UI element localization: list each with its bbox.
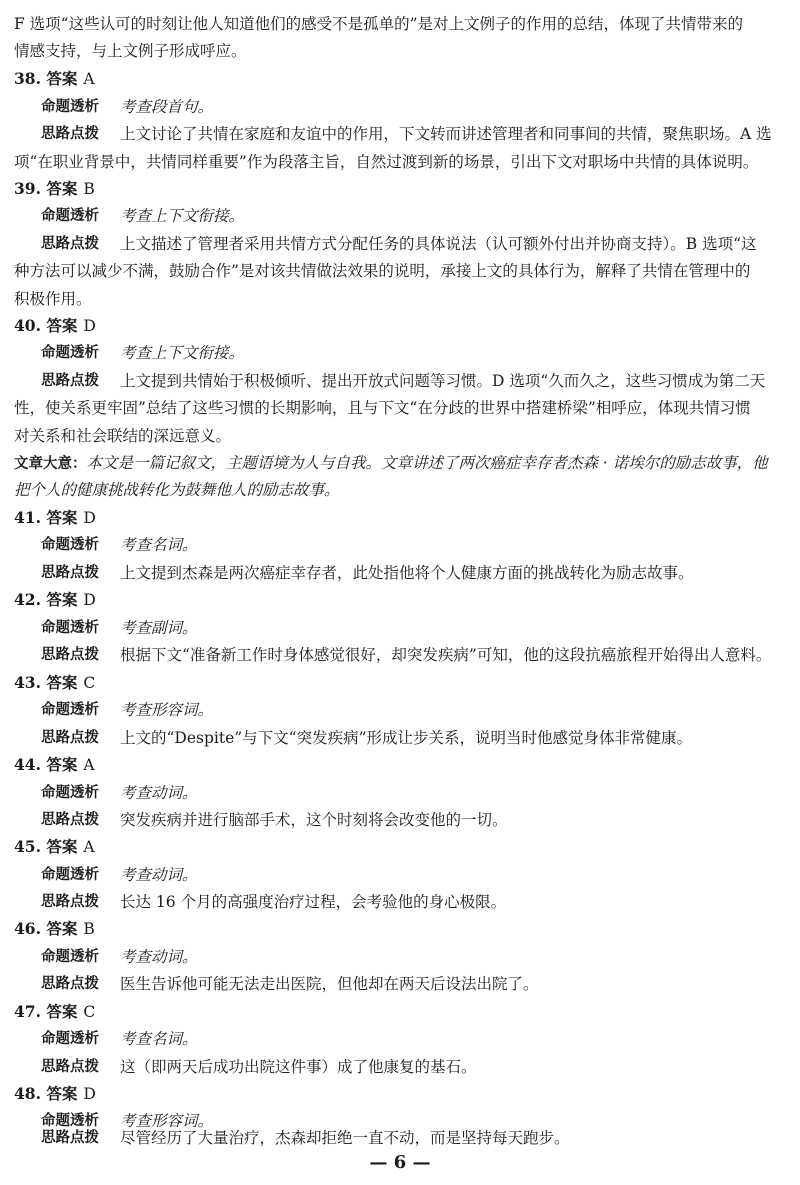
q38-answer: A: [83, 70, 95, 88]
answer-label: 答案: [46, 179, 78, 198]
q43-analysis: 考查形容词。: [120, 701, 214, 719]
q40-number: 40.: [14, 316, 41, 335]
q48-tip: 尽管经历了大量治疗，杰森却拒绝一直不动，而是坚持每天跑步。: [120, 1129, 570, 1147]
q38-analysis: 考查段首句。: [120, 98, 214, 116]
answer-label: 答案: [46, 1002, 78, 1021]
q38-tip-2: 项“在职业背景中，共情同样重要”作为段落主旨，自然过渡到新的场景，引出下文对职场中共情的具体说明。: [14, 153, 759, 171]
q44-number: 44.: [14, 755, 41, 774]
q38-tip-1: 上文讨论了共情在家庭和友谊中的作用，下文转而讲述管理者和同事间的共情，聚焦职场。A 选: [120, 125, 772, 143]
tip-label: 思路点拨: [41, 126, 99, 142]
q43-tip: 上文的“Despite”与下文“突发疾病”形成让步关系，说明当时他感觉身体非常健康。: [120, 729, 693, 747]
tip-label: 思路点拨: [41, 236, 99, 252]
q47-analysis: 考查名词。: [120, 1030, 198, 1048]
q47-tip: 这（即两天后成功出院这件事）成了他康复的基石。: [120, 1058, 477, 1076]
q45-answer-row: [14, 837, 95, 857]
answer-label: 答案: [46, 837, 78, 856]
q43-answer-row: [14, 673, 95, 693]
intro-line-1: F 选项“这些认可的时刻让他人知道他们的感受不是孤单的”是对上文例子的作用的总结，体现了共情带来的: [14, 15, 744, 33]
tip-label: 思路点拨: [41, 976, 99, 992]
analysis-label: 命题透析: [41, 1031, 99, 1047]
q46-analysis: 考查动词。: [120, 948, 198, 966]
q39-analysis: 考查上下文衔接。: [120, 207, 245, 225]
tip-label: 思路点拨: [41, 812, 99, 828]
analysis-label: 命题透析: [41, 620, 99, 636]
page-number: — 6 —: [369, 1152, 431, 1173]
tip-label: 思路点拨: [41, 647, 99, 663]
answer-label: 答案: [46, 69, 78, 88]
q40-tip-3: 对关系和社会联结的深远意义。: [14, 427, 232, 445]
q46-answer: B: [83, 920, 95, 938]
tip-label: 思路点拨: [41, 894, 99, 910]
q41-analysis: 考查名词。: [120, 536, 198, 554]
answer-label: 答案: [46, 755, 78, 774]
q47-answer: C: [83, 1003, 96, 1021]
analysis-label: 命题透析: [41, 867, 99, 883]
q45-number: 45.: [14, 837, 41, 856]
q44-answer: A: [83, 756, 95, 774]
analysis-label: 命题透析: [41, 537, 99, 553]
tip-label: 思路点拨: [41, 565, 99, 581]
q43-answer: C: [83, 674, 96, 692]
q41-tip: 上文提到杰森是两次癌症幸存者，此处指他将个人健康方面的挑战转化为励志故事。: [120, 564, 694, 582]
q42-answer-row: [14, 590, 96, 610]
summary-line-1: [14, 453, 768, 474]
q45-analysis: 考查动词。: [120, 866, 198, 884]
q48-answer-row: [14, 1084, 96, 1104]
q46-answer-row: [14, 919, 95, 939]
answer-label: 答案: [46, 1084, 78, 1103]
q39-tip-3: 积极作用。: [14, 290, 92, 308]
analysis-label: 命题透析: [41, 702, 99, 718]
answer-label: 答案: [46, 673, 78, 692]
q43-number: 43.: [14, 673, 41, 692]
analysis-label: 命题透析: [41, 345, 99, 361]
q41-answer-row: [14, 508, 96, 528]
intro-line-2: 情感支持，与上文例子形成呼应。: [14, 42, 247, 60]
answer-label: 答案: [46, 919, 78, 938]
q44-answer-row: [14, 755, 95, 775]
q44-tip: 突发疾病并进行脑部手术，这个时刻将会改变他的一切。: [120, 811, 508, 829]
q40-answer-row: [14, 316, 96, 336]
q47-answer-row: [14, 1002, 95, 1022]
q45-answer: A: [83, 838, 95, 856]
q45-tip: 长达 16 个月的高强度治疗过程，会考验他的身心极限。: [120, 893, 507, 911]
q40-tip-1: 上文提到共情始于积极倾听、提出开放式问题等习惯。D 选项“久而久之，这些习惯成为第二天: [120, 372, 766, 390]
q46-tip: 医生告诉他可能无法走出医院，但他却在两天后设法出院了。: [120, 975, 539, 993]
q39-answer-row: [14, 179, 95, 199]
answer-label: 答案: [46, 508, 78, 527]
analysis-label: 命题透析: [41, 785, 99, 801]
q38-number: 38.: [14, 69, 41, 88]
tip-label: 思路点拨: [41, 1059, 99, 1075]
q42-number: 42.: [14, 590, 41, 609]
tip-label: 思路点拨: [41, 730, 99, 746]
answer-label: 答案: [46, 590, 78, 609]
q40-answer: D: [83, 317, 96, 335]
analysis-label: 命题透析: [41, 1113, 99, 1129]
q42-analysis: 考查副词。: [120, 619, 198, 637]
q48-answer: D: [83, 1085, 96, 1103]
q42-answer: D: [83, 591, 96, 609]
q40-tip-2: 性，使关系更牢固”总结了这些习惯的长期影响，且与下文“在分歧的世界中搭建桥梁”相呼应，体现共情习惯: [14, 399, 751, 417]
tip-label: 思路点拨: [41, 1130, 99, 1146]
q41-answer: D: [83, 509, 96, 527]
q42-tip: 根据下文“准备新工作时身体感觉很好，却突发疾病”可知，他的这段抗癌旅程开始得出人意料。: [120, 646, 772, 664]
q39-tip-2: 种方法可以减少不满，鼓励合作”是对该共情做法效果的说明，承接上文的具体行为，解释了共情在管理中的: [14, 262, 751, 280]
analysis-label: 命题透析: [41, 208, 99, 224]
tip-label: 思路点拨: [41, 373, 99, 389]
analysis-label: 命题透析: [41, 99, 99, 115]
q44-analysis: 考查动词。: [120, 784, 198, 802]
summary-text-1: 本文是一篇记叙文，主题语境为人与自我。文章讲述了两次癌症幸存者杰森 · 诺埃尔的励志故事，他: [86, 454, 768, 472]
q40-analysis: 考查上下文衔接。: [120, 344, 245, 362]
q41-number: 41.: [14, 508, 41, 527]
q38-answer-row: [14, 69, 95, 89]
q48-analysis: 考查形容词。: [120, 1112, 214, 1130]
q48-number: 48.: [14, 1084, 41, 1103]
q39-answer: B: [83, 180, 95, 198]
q47-number: 47.: [14, 1002, 41, 1021]
summary-label: 文章大意：: [14, 456, 87, 472]
q39-tip-1: 上文描述了管理者采用共情方式分配任务的具体说法（认可额外付出并协商支持）。B 选项“这: [120, 235, 757, 253]
answer-label: 答案: [46, 316, 78, 335]
summary-line-2: 把个人的健康挑战转化为鼓舞他人的励志故事。: [14, 481, 340, 499]
q39-number: 39.: [14, 179, 41, 198]
analysis-label: 命题透析: [41, 949, 99, 965]
q46-number: 46.: [14, 919, 41, 938]
